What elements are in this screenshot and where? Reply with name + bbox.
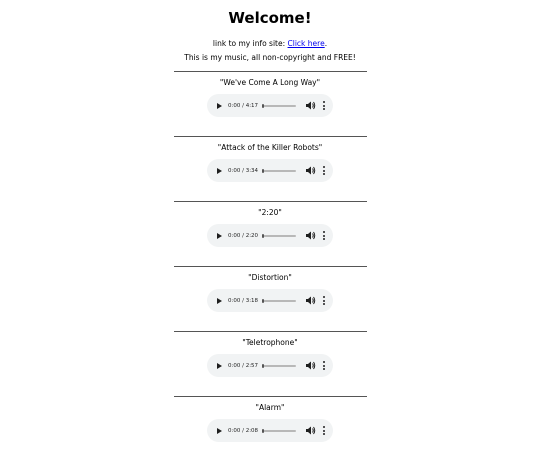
play-icon[interactable] [217, 233, 222, 239]
play-icon[interactable] [217, 363, 222, 369]
info-suffix: . [324, 39, 328, 48]
time-display: 0:00 / 4:17 [228, 102, 259, 109]
time-display: 0:00 / 3:34 [228, 167, 259, 174]
time-display: 0:00 / 2:20 [228, 232, 259, 239]
progress-thumb[interactable] [262, 429, 264, 433]
more-options-icon[interactable] [322, 166, 326, 175]
play-icon[interactable] [217, 168, 222, 174]
audio-player[interactable] [207, 289, 333, 312]
more-options-icon[interactable] [322, 101, 326, 110]
track-title: "Teletrophone" [242, 338, 298, 347]
track-item [174, 266, 367, 331]
progress-thumb[interactable] [262, 364, 264, 368]
track-item [174, 396, 367, 461]
volume-icon[interactable] [306, 166, 316, 175]
progress-thumb[interactable] [262, 169, 264, 173]
progress-bar[interactable] [262, 365, 296, 367]
progress-bar[interactable] [262, 170, 296, 172]
audio-player[interactable] [207, 354, 333, 377]
info-link[interactable]: Click here [287, 39, 325, 48]
progress-thumb[interactable] [262, 299, 264, 303]
volume-icon[interactable] [306, 231, 316, 240]
more-options-icon[interactable] [322, 231, 326, 240]
volume-icon[interactable] [306, 296, 316, 305]
progress-bar[interactable] [262, 235, 296, 237]
track-list [0, 71, 540, 461]
track-title: "Alarm" [255, 403, 285, 412]
track-item [174, 71, 367, 136]
time-display: 0:00 / 2:57 [228, 362, 259, 369]
more-options-icon[interactable] [322, 361, 326, 370]
time-display: 0:00 / 2:08 [228, 427, 259, 434]
more-options-icon[interactable] [322, 426, 326, 435]
audio-player[interactable] [207, 159, 333, 182]
more-options-icon[interactable] [322, 296, 326, 305]
track-item [174, 136, 367, 201]
progress-bar[interactable] [262, 430, 296, 432]
track-item [174, 201, 367, 266]
play-icon[interactable] [217, 103, 222, 109]
audio-player[interactable] [207, 94, 333, 117]
intro-note: This is my music, all non-copyright and FREE! [184, 53, 356, 62]
audio-player[interactable] [207, 224, 333, 247]
progress-bar[interactable] [262, 105, 296, 107]
page-title: Welcome! [228, 9, 312, 27]
progress-thumb[interactable] [262, 104, 264, 108]
info-line [0, 39, 540, 49]
play-icon[interactable] [217, 428, 222, 434]
volume-icon[interactable] [306, 101, 316, 110]
track-title: "Distortion" [248, 273, 292, 282]
volume-icon[interactable] [306, 361, 316, 370]
track-title: "Attack of the Killer Robots" [217, 143, 323, 152]
audio-player[interactable] [207, 419, 333, 442]
progress-bar[interactable] [262, 300, 296, 302]
track-title: "We've Come A Long Way" [219, 78, 321, 87]
track-item [174, 331, 367, 396]
time-display: 0:00 / 3:18 [228, 297, 259, 304]
play-icon[interactable] [217, 298, 222, 304]
volume-icon[interactable] [306, 426, 316, 435]
progress-thumb[interactable] [262, 234, 264, 238]
track-title: "2:20" [258, 208, 282, 217]
info-prefix: link to my info site: [212, 39, 288, 48]
